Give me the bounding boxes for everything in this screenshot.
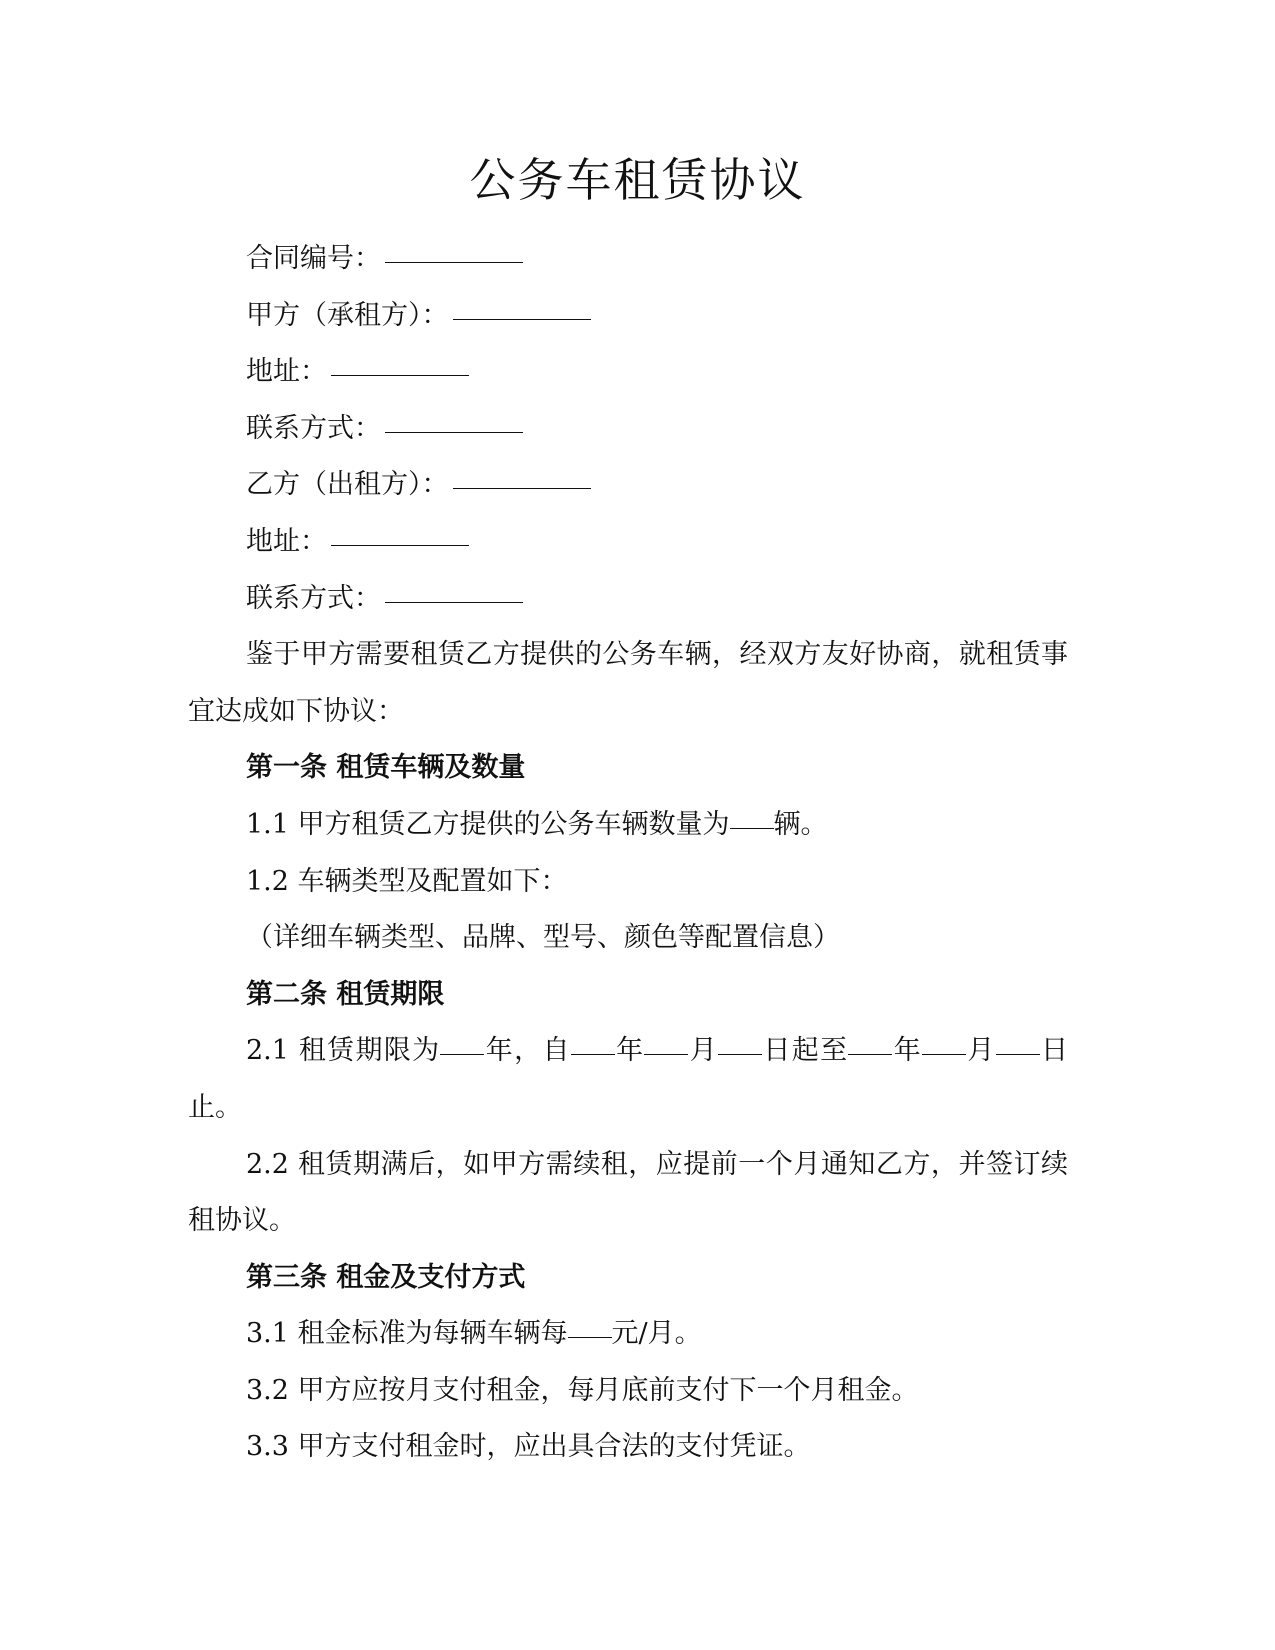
field-label: 合同编号：: [246, 243, 381, 274]
field-label: 地址：: [246, 525, 327, 557]
document-title: 公务车租赁协议: [469, 153, 806, 207]
clause-text: 月: [688, 1035, 719, 1067]
contract-number-field: [188, 231, 1068, 288]
clause-text: 日止。: [188, 1035, 1069, 1123]
clause-1-2-note: （详细车辆类型、品牌、型号、颜色等配置信息）: [246, 922, 840, 954]
fill-blank: [331, 374, 469, 376]
article-2-heading: 第二条 租赁期限: [246, 978, 445, 1010]
fill-blank: [453, 487, 591, 489]
document-body: [188, 231, 1068, 1476]
clause-text: 年，自: [484, 1035, 571, 1067]
field-label: 地址：: [246, 356, 327, 388]
clause-text: 日起至: [762, 1035, 849, 1067]
fill-blank: [718, 1053, 762, 1055]
clause-text: 元/月。: [611, 1318, 702, 1350]
clause-text: 年: [892, 1035, 923, 1067]
party-a-field: [188, 288, 1068, 345]
preamble-paragraph: 鉴于甲方需要租赁乙方提供的公务车辆，经双方友好协商，就租赁事宜达成如下协议：: [188, 639, 1068, 727]
party-b-address-field: [188, 514, 1068, 571]
party-a-contact-field: [188, 401, 1068, 458]
fill-blank: [385, 601, 523, 603]
article-1-heading: 第一条 租赁车辆及数量: [246, 752, 526, 784]
fill-blank: [385, 431, 523, 433]
clause-text: 年: [614, 1035, 645, 1067]
field-label: 甲方（承租方）：: [246, 299, 449, 331]
fill-blank: [440, 1053, 484, 1055]
fill-blank: [385, 261, 523, 263]
clause-2-2: 2.2 租赁期满后，如甲方需续租，应提前一个月通知乙方，并签订续租协议。: [188, 1148, 1068, 1237]
fill-blank: [568, 1336, 612, 1338]
party-b-field: [188, 457, 1068, 514]
party-b-contact-field: [188, 571, 1068, 628]
clause-text: 月: [966, 1035, 996, 1067]
clause-text: 2.1 租赁期限为: [246, 1035, 441, 1067]
clause-1-2: 1.2 车辆类型及配置如下：: [246, 865, 568, 897]
clause-text: 辆。: [773, 808, 828, 840]
field-label: 乙方（出租方）：: [246, 469, 449, 501]
party-a-address-field: [188, 344, 1068, 401]
clause-3-1: [188, 1306, 1068, 1363]
fill-blank: [331, 544, 469, 546]
field-label: 联系方式：: [246, 412, 381, 444]
clause-text: 3.1 租金标准为每辆车辆每: [246, 1318, 568, 1350]
article-3-heading: 第三条 租金及支付方式: [246, 1261, 526, 1293]
fill-blank: [730, 827, 774, 829]
field-label: 联系方式：: [246, 582, 381, 614]
fill-blank: [571, 1053, 615, 1055]
fill-blank: [996, 1053, 1040, 1055]
clause-1-1: [188, 797, 1068, 854]
clause-text: 1.1 甲方租赁乙方提供的公务车辆数量为: [246, 808, 730, 840]
fill-blank: [848, 1053, 892, 1055]
clause-3-3: 3.3 甲方支付租金时，应出具合法的支付凭证。: [246, 1431, 811, 1463]
fill-blank: [453, 318, 591, 320]
fill-blank: [922, 1053, 966, 1055]
fill-blank: [644, 1053, 688, 1055]
clause-3-2: 3.2 甲方应按月支付租金，每月底前支付下一个月租金。: [246, 1374, 919, 1406]
clause-2-1: [188, 1023, 1068, 1136]
